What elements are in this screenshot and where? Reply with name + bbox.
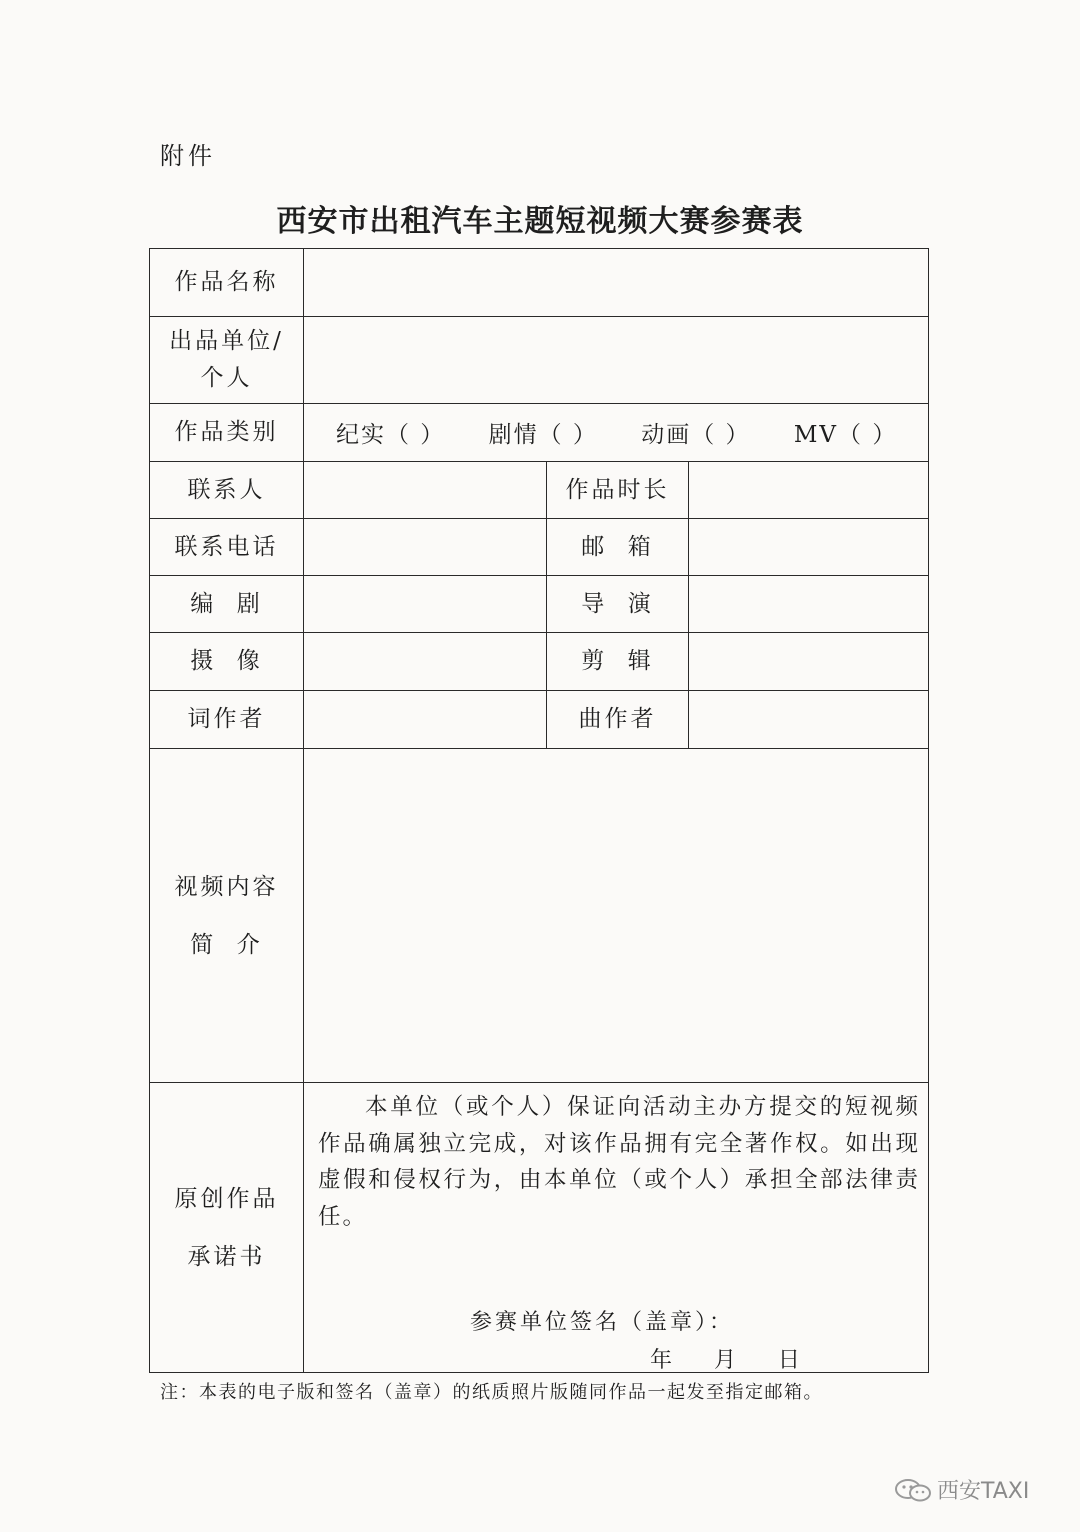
director-label: 导 演 (547, 576, 689, 633)
entry-form-table (149, 248, 929, 1373)
category-mv[interactable]: MV（ ） (793, 422, 898, 448)
phone-field[interactable] (304, 519, 547, 576)
pledge-label-line1: 原创作品 (174, 1185, 279, 1212)
date-line: 年 月 日 (650, 1348, 800, 1373)
camera-label: 摄 像 (150, 633, 304, 691)
category-drama[interactable]: 剧情（ ） (488, 422, 598, 448)
email-label: 邮 箱 (547, 519, 689, 576)
pledge-text: 本单位（或个人）保证向活动主办方提交的短视频作品确属独立完成，对该作品拥有完全著作权。如出现虚假和侵权行为，由本单位（或个人）承担全部法律责任。 (318, 1094, 921, 1230)
summary-label (150, 749, 304, 1083)
summary-label-line1: 视频内容 (174, 873, 279, 900)
work-name-field[interactable] (304, 249, 929, 317)
camera-field[interactable] (304, 633, 547, 691)
contact-label: 联系人 (150, 462, 304, 519)
footnote: 注：本表的电子版和签名（盖章）的纸质照片版随同作品一起发至指定邮箱。 (160, 1382, 823, 1403)
duration-field[interactable] (689, 462, 929, 519)
producer-label-line1: 出品单位/ (169, 328, 284, 354)
category-label: 作品类别 (150, 404, 304, 462)
signature-label: 参赛单位签名（盖章）： (470, 1310, 735, 1335)
category-options (304, 404, 929, 462)
pledge-cell (304, 1083, 929, 1373)
producer-label-line2: 个人 (200, 365, 253, 391)
category-animation[interactable]: 动画（ ） (641, 422, 751, 448)
composer-field[interactable] (689, 691, 929, 749)
summary-field[interactable] (304, 749, 929, 1083)
category-documentary[interactable]: 纪实（ ） (336, 422, 446, 448)
email-field[interactable] (689, 519, 929, 576)
summary-label-line2: 简 介 (190, 931, 263, 958)
phone-label: 联系电话 (150, 519, 304, 576)
wechat-icon (893, 1478, 933, 1502)
watermark (893, 1474, 1029, 1505)
contact-field[interactable] (304, 462, 547, 519)
director-field[interactable] (689, 576, 929, 633)
lyricist-label: 词作者 (150, 691, 304, 749)
producer-label (150, 317, 304, 404)
form-title: 西安市出租汽车主题短视频大赛参赛表 (276, 204, 804, 239)
lyricist-field[interactable] (304, 691, 547, 749)
editor-field[interactable] (689, 633, 929, 691)
screenwriter-field[interactable] (304, 576, 547, 633)
attachment-label: 附件 (160, 142, 216, 170)
duration-label: 作品时长 (547, 462, 689, 519)
screenwriter-label: 编 剧 (150, 576, 304, 633)
producer-field[interactable] (304, 317, 929, 404)
watermark-text: 西安TAXI (937, 1479, 1030, 1504)
pledge-label-line2: 承诺书 (187, 1243, 266, 1270)
composer-label: 曲作者 (547, 691, 689, 749)
work-name-label: 作品名称 (150, 249, 304, 317)
editor-label: 剪 辑 (547, 633, 689, 691)
pledge-label (150, 1083, 304, 1373)
